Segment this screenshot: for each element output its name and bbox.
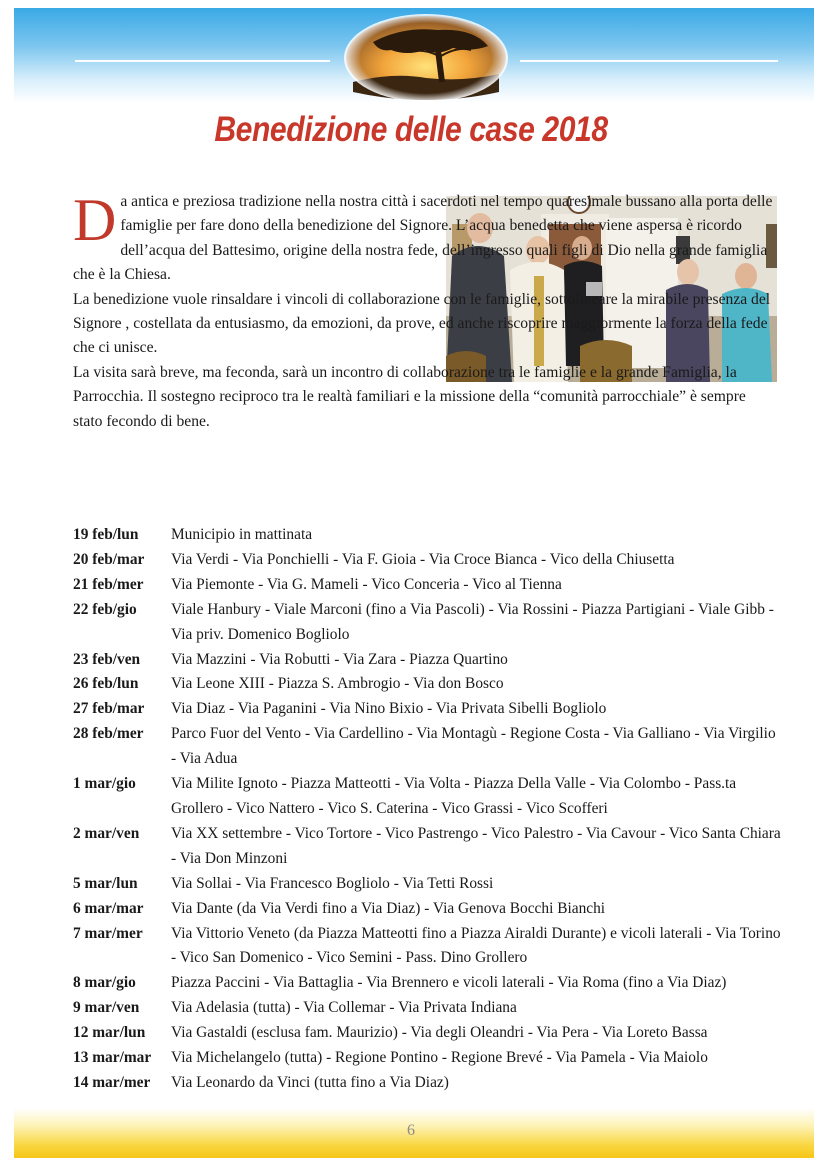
schedule-row — [73, 672, 783, 697]
schedule-streets: Piazza Paccini - Via Battaglia - Via Brennero e vicoli laterali - Via Roma (fino a Via Diaz) — [171, 974, 727, 992]
schedule-row — [73, 872, 783, 897]
schedule-date: 14 mar/mer — [73, 1073, 151, 1091]
schedule-streets: Via Piemonte - Via G. Mameli - Vico Conceria - Vico al Tienna — [171, 575, 562, 593]
schedule-streets: Via Adelasia (tutta) - Via Collemar - Via Privata Indiana — [171, 999, 517, 1017]
schedule-row — [73, 1071, 783, 1096]
schedule-date: 23 feb/ven — [73, 650, 141, 668]
schedule-list — [73, 523, 783, 1096]
schedule-row — [73, 697, 783, 722]
schedule-streets: Via Milite Ignoto - Piazza Matteotti - Via Volta - Piazza Della Valle - Via Colombo - Pass.ta Grollero - Vico Nattero - Vico S. Caterina - Vico Grassi - Vico Scofferi — [171, 775, 737, 817]
schedule-date: 2 mar/ven — [73, 824, 140, 842]
intro-paragraph-3: La visita sarà breve, ma feconda, sarà un incontro di collaborazione tra le famiglie e la grande Famiglia, la Parrocchia. Il sostegno reciproco tra le realtà familiari e la missione della “comunità parrocchiale” è sempre stato fecondo di bene. — [73, 363, 746, 430]
schedule-streets: Via Vittorio Veneto (da Piazza Matteotti fino a Piazza Airaldi Durante) e vicoli laterali - Via Torino - Vico San Domenico - Vico Semini - Pass. Dino Grollero — [171, 924, 781, 967]
schedule-date: 9 mar/ven — [73, 999, 140, 1017]
schedule-date: 7 mar/mer — [73, 924, 143, 942]
schedule-streets: Municipio in mattinata — [171, 526, 313, 543]
header-rule-left — [75, 60, 330, 62]
tree-sunset-emblem-icon — [343, 12, 509, 102]
schedule-row — [73, 1046, 783, 1071]
schedule-streets: Via Gastaldi (esclusa fam. Maurizio) - Via degli Oleandri - Via Pera - Via Loreto Bassa — [171, 1024, 708, 1042]
page-title: Benedizione delle case 2018 — [214, 110, 608, 149]
schedule-row — [73, 598, 783, 648]
schedule-row — [73, 897, 783, 922]
schedule-streets: Via XX settembre - Vico Tortore - Vico Pastrengo - Vico Palestro - Via Cavour - Vico Santa Chiara - Via Don Minzoni — [171, 824, 781, 867]
intro-paragraph-1-text: a antica e preziosa tradizione nella nostra città i sacerdoti nel tempo quaresimale bussano alla porta delle famiglie per fare dono della benedizione del Signore. L’acqua benedetta che viene aspersa è ricordo dell’acqua del Battesimo, origine della nostra fede, dell’ingresso quali figli di Dio nella grande famiglia che è la Chiesa. — [73, 193, 773, 284]
schedule-date: 13 mar/mar — [73, 1049, 152, 1067]
schedule-streets: Via Leone XIII - Piazza S. Ambrogio - Via don Bosco — [171, 675, 504, 693]
schedule-streets: Via Diaz - Via Paganini - Via Nino Bixio - Via Privata Sibelli Bogliolo — [171, 700, 607, 718]
schedule-date: 12 mar/lun — [73, 1024, 146, 1042]
schedule-date: 26 feb/lun — [73, 675, 139, 693]
schedule-streets: Via Leonardo da Vinci (tutta fino a Via Diaz) — [171, 1073, 449, 1091]
schedule-date: 1 mar/gio — [73, 775, 136, 793]
page-number: 6 — [407, 1122, 415, 1139]
drop-cap: D — [73, 187, 117, 253]
schedule-row — [73, 523, 783, 548]
schedule-row — [73, 1021, 783, 1046]
schedule-date: 28 feb/mer — [73, 725, 144, 743]
schedule-row — [73, 996, 783, 1021]
schedule-row — [73, 573, 783, 598]
schedule-date: 21 feb/mer — [73, 575, 144, 593]
schedule-row — [73, 648, 783, 673]
schedule-streets: Via Mazzini - Via Robutti - Via Zara - Piazza Quartino — [171, 650, 508, 668]
schedule-row — [73, 971, 783, 996]
schedule-streets: Parco Fuor del Vento - Via Cardellino - Via Montagù - Regione Costa - Via Galliano - Via Virgilio - Via Adua — [171, 725, 776, 768]
schedule-streets: Via Michelangelo (tutta) - Regione Pontino - Regione Brevé - Via Pamela - Via Maiolo — [171, 1049, 708, 1067]
schedule-streets: Via Verdi - Via Ponchielli - Via F. Gioia - Via Croce Bianca - Vico della Chiusetta — [171, 550, 675, 568]
schedule-date: 20 feb/mar — [73, 550, 145, 568]
schedule-row — [73, 822, 783, 872]
schedule-row — [73, 722, 783, 772]
schedule-date: 22 feb/gio — [73, 600, 137, 618]
schedule-row — [73, 772, 783, 822]
schedule-date: 5 mar/lun — [73, 874, 138, 892]
intro-paragraph-2: La benedizione vuole rinsaldare i vincoli di collaborazione con le famiglie, sottolineare la mirabile presenza del Signore , costellata da entusiasmo, da emozioni, da prove, ed anche riscoprire maggiormente la forza della fede che ci unisce. — [73, 290, 771, 357]
schedule-row — [73, 548, 783, 573]
schedule-streets: Via Sollai - Via Francesco Bogliolo - Via Tetti Rossi — [171, 874, 494, 892]
header-rule-right — [520, 60, 778, 62]
intro-paragraph-1 — [73, 187, 778, 288]
schedule-date: 8 mar/gio — [73, 974, 136, 992]
intro-text — [73, 187, 778, 434]
schedule-date: 6 mar/mar — [73, 899, 144, 917]
schedule-streets: Viale Hanbury - Viale Marconi (fino a Via Pascoli) - Via Rossini - Piazza Partigiani - Viale Gibb - Via priv. Domenico Bogliolo — [171, 600, 774, 643]
schedule-streets: Via Dante (da Via Verdi fino a Via Diaz) - Via Genova Bocchi Bianchi — [171, 899, 606, 917]
schedule-date: 27 feb/mar — [73, 700, 145, 718]
schedule-row — [73, 922, 783, 972]
schedule-date: 19 feb/lun — [73, 526, 139, 543]
